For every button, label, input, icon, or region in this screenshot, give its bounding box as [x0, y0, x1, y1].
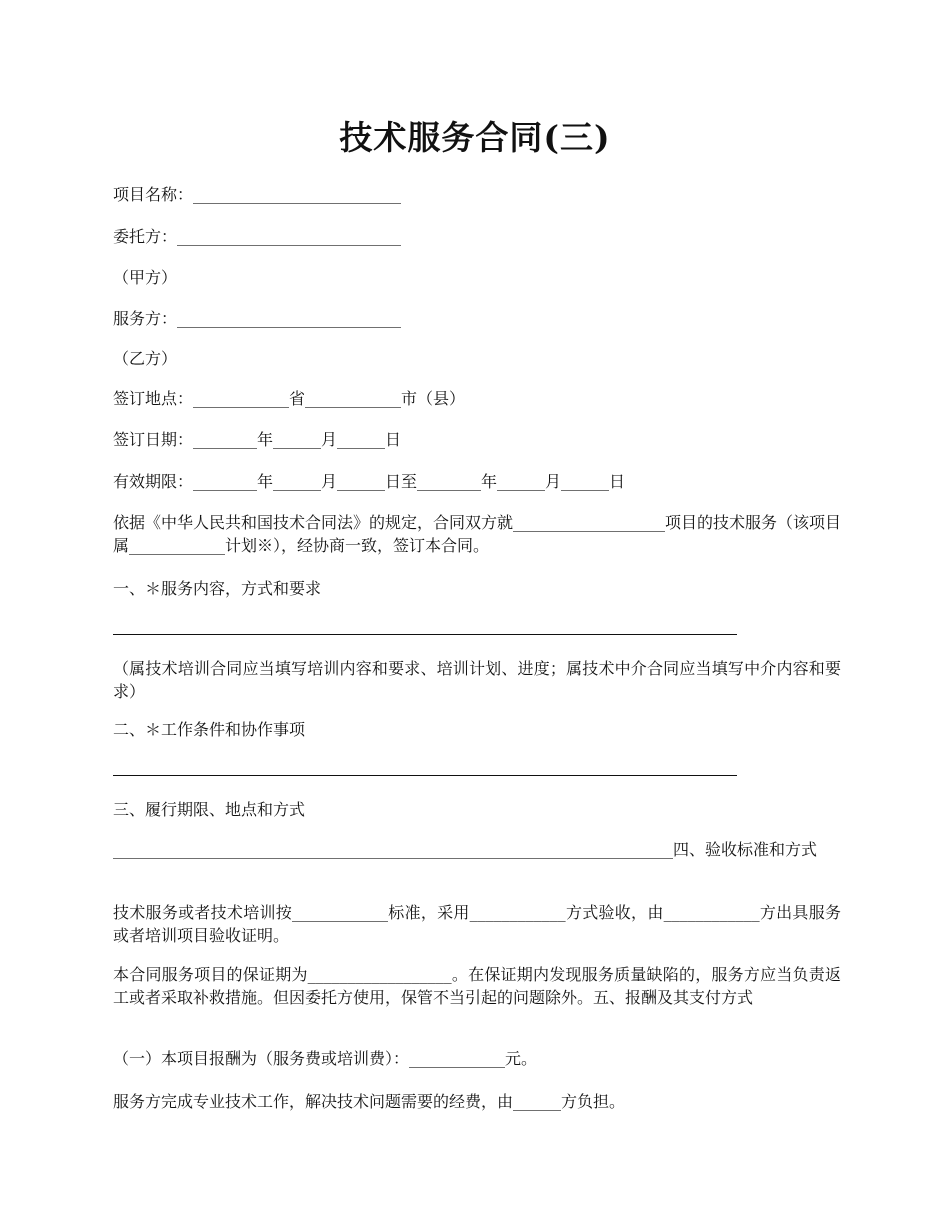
- party-b-label: （乙方）: [113, 349, 178, 368]
- section-1-heading: 一、＊服务内容，方式和要求: [113, 579, 322, 598]
- acceptance-paragraph: 技术服务或者技术培训按____________标准，采用____________方式验收，由____________方出具服务或者培训项目验收证明。: [113, 903, 841, 945]
- blank-line-2: [113, 775, 737, 776]
- section-3-heading: 三、履行期限、地点和方式: [113, 800, 306, 819]
- warranty-paragraph: 本合同服务项目的保证期为__________________。在保证期内发现服务质量缺陷的，服务方应当负责返工或者采取补救措施。但因委托方使用，保管不当引起的问题除外。五、报酬及其支付方式: [113, 965, 841, 1007]
- document-title: 技术服务合同(三): [339, 118, 611, 157]
- expense-line: 服务方完成专业技术工作，解决技术问题需要的经费，由______方负担。: [113, 1092, 626, 1111]
- section-2-heading: 二、＊工作条件和协作事项: [113, 720, 306, 739]
- sign-date-line: 签订日期：________年______月______日: [113, 430, 402, 449]
- party-a-label: （甲方）: [113, 268, 178, 287]
- sign-place-line: 签订地点：____________省____________市（县）: [113, 389, 466, 408]
- fee-line: （一）本项目报酬为（服务费或培训费）：____________元。: [113, 1049, 538, 1068]
- section-3-continuation: ______________________________________________________________________四、验收标准和方式: [113, 840, 818, 859]
- blank-line-1: [113, 634, 737, 635]
- intro-paragraph: 依据《中华人民共和国技术合同法》的规定，合同双方就___________________项目的技术服务（该项目属____________计划※），经协商一致，签订本合同。: [113, 513, 842, 555]
- client-line: 委托方：____________________________: [113, 227, 402, 246]
- provider-line: 服务方：____________________________: [113, 309, 402, 328]
- project-name-line: 项目名称：__________________________: [113, 185, 402, 204]
- valid-period-line: 有效期限：________年______月______日至________年______月______日: [113, 472, 626, 491]
- section-1-note: （属技术培训合同应当填写培训内容和要求、培训计划、进度；属技术中介合同应当填写中介内容和要求）: [113, 659, 841, 701]
